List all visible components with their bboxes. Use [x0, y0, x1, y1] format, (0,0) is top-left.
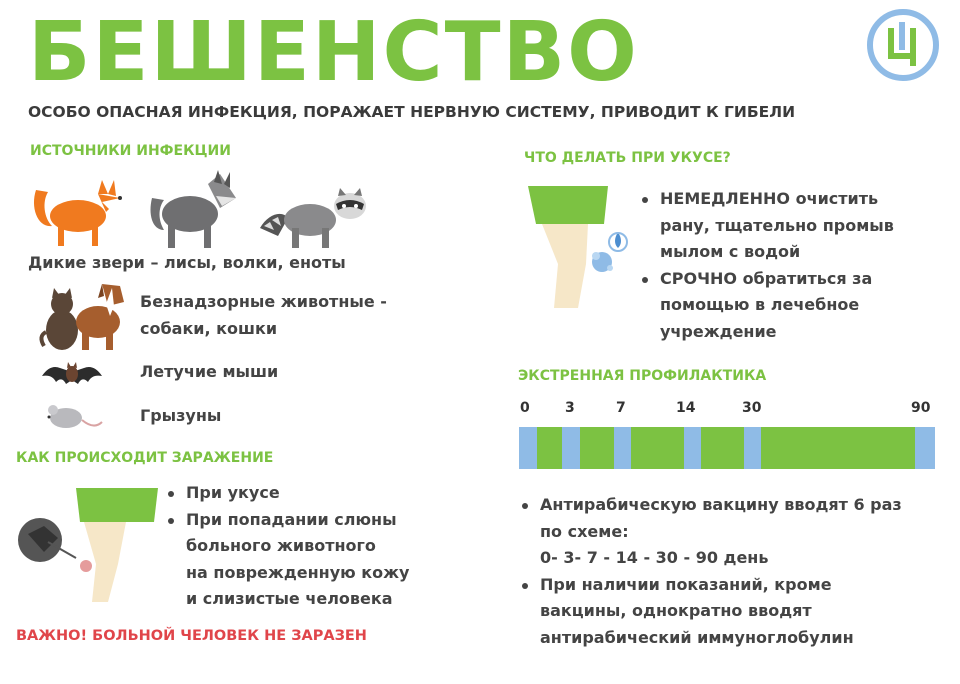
warning-text: ВАЖНО! БОЛЬНОЙ ЧЕЛОВЕК НЕ ЗАРАЗЕН [16, 628, 367, 644]
prophylaxis-bullet-immunoglobulin [518, 572, 902, 652]
saliva-line-2: больного животного [186, 536, 376, 555]
vaccine-line-2: по схеме: [540, 521, 629, 541]
bite-bullet-clean [638, 186, 894, 266]
subtitle: ОСОБО ОПАСНАЯ ИНФЕКЦИЯ, ПОРАЖАЕТ НЕРВНУЮ СИСТЕМУ, ПРИВОДИТ К ГИБЕЛИ [28, 103, 796, 121]
tick-day-30: 30 [742, 400, 762, 416]
stray-animals-text [140, 289, 440, 342]
dose-marker-30 [744, 427, 761, 469]
sources-heading: ИСТОЧНИКИ ИНФЕКЦИИ [30, 143, 231, 159]
doctor-line-3: учреждение [660, 321, 777, 341]
dose-marker-3 [562, 427, 580, 469]
tick-day-14: 14 [676, 400, 696, 416]
infection-bullet-bite: При укусе [164, 480, 409, 507]
ц-logo-icon [866, 8, 940, 82]
bats-text: Летучие мыши [140, 362, 279, 381]
dose-marker-90 [915, 427, 935, 469]
saliva-line-4: и слизистые человека [186, 589, 393, 608]
washed-leg-icon [526, 184, 634, 312]
cat-and-dog-icon [36, 276, 128, 352]
rodents-text: Грызуны [140, 406, 222, 425]
wolf-icon [146, 168, 238, 252]
infection-list [164, 480, 409, 613]
ig-line-3: антирабический иммуноглобулин [540, 627, 854, 647]
bat-icon [40, 356, 104, 396]
page-title: БЕШЕНСТВО [28, 5, 639, 100]
fox-icon [28, 168, 126, 250]
vaccine-line-3: 0- 3- 7 - 14 - 30 - 90 день [540, 548, 769, 567]
clean-line-1: НЕМЕДЛЕННО очистить [660, 189, 879, 208]
infection-bullet-saliva [164, 507, 409, 613]
tick-day-7: 7 [616, 400, 626, 416]
clean-line-2: рану, тщательно промыв [660, 215, 894, 235]
tick-day-3: 3 [565, 400, 575, 416]
bitten-leg-icon [14, 486, 164, 604]
mouse-icon [44, 400, 104, 434]
bite-heading: ЧТО ДЕЛАТЬ ПРИ УКУСЕ? [524, 150, 731, 166]
raccoon-icon [258, 184, 368, 250]
tick-day-90: 90 [911, 400, 931, 416]
clean-line-3: мылом с водой [660, 242, 801, 261]
stray-line-2: собаки, кошки [140, 318, 278, 338]
dose-marker-14 [684, 427, 701, 469]
doctor-line-1: СРОЧНО обратиться за [660, 268, 873, 288]
ig-line-2: вакцины, однократно вводят [540, 601, 812, 620]
vaccination-timeline-bar [519, 427, 935, 469]
tick-day-0: 0 [520, 400, 530, 416]
saliva-line-3: на поврежденную кожу [186, 562, 410, 582]
saliva-line-1: При попадании слюны [186, 509, 397, 529]
vaccine-line-1: Антирабическую вакцину вводят 6 раз [540, 495, 902, 514]
dose-marker-7 [614, 427, 631, 469]
doctor-line-2: помощью в лечебное [660, 295, 860, 314]
infection-heading: КАК ПРОИСХОДИТ ЗАРАЖЕНИЕ [16, 450, 274, 466]
prophylaxis-list [518, 492, 902, 651]
bite-bullet-doctor [638, 266, 894, 346]
ig-line-1: При наличии показаний, кроме [540, 574, 832, 594]
prophylaxis-bullet-vaccine [518, 492, 902, 572]
bite-list [638, 186, 894, 345]
dose-marker-0 [519, 427, 537, 469]
prophylaxis-heading: ЭКСТРЕННАЯ ПРОФИЛАКТИКА [518, 368, 767, 384]
stray-line-1: Безнадзорные животные - [140, 292, 387, 311]
wild-animals-caption: Дикие звери – лисы, волки, еноты [28, 253, 346, 272]
